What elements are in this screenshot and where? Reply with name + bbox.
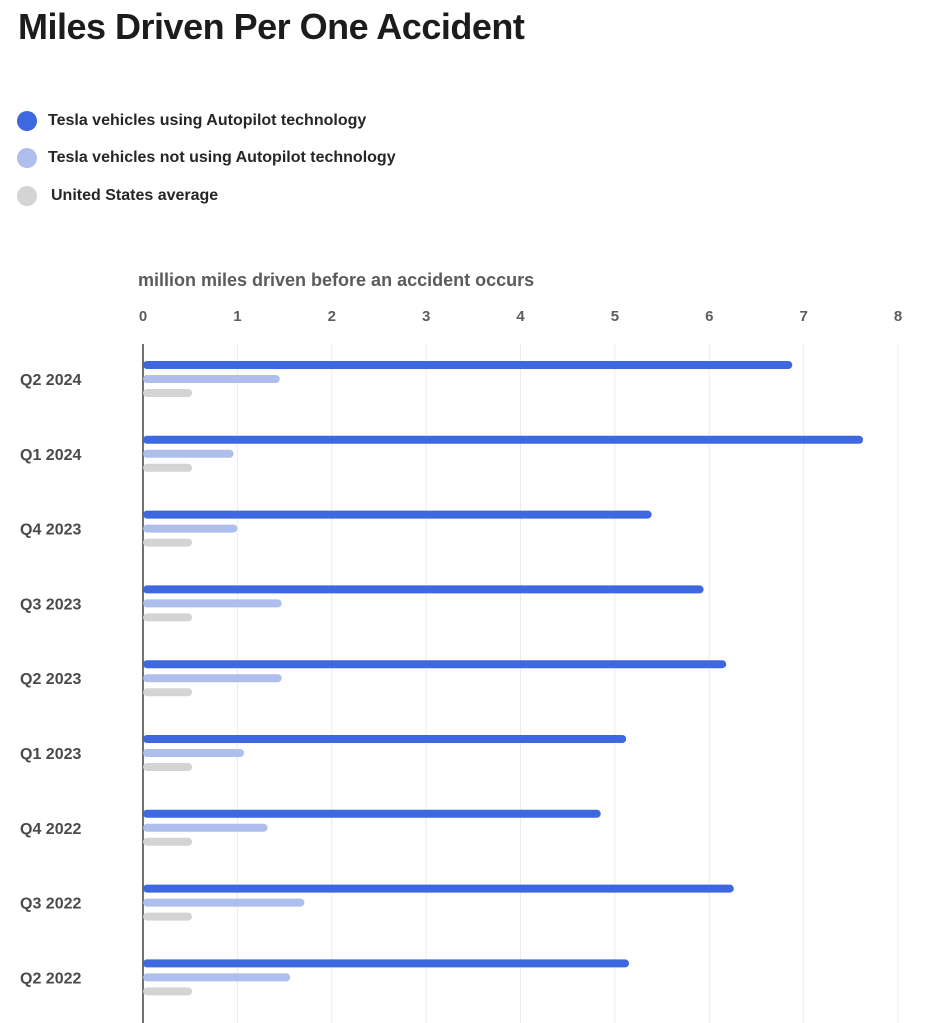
x-tick-label: 7 bbox=[799, 308, 808, 325]
bar-us-average bbox=[143, 688, 192, 696]
bar-no-autopilot bbox=[143, 525, 237, 533]
x-tick-label: 6 bbox=[705, 308, 714, 325]
bar-autopilot bbox=[143, 511, 652, 519]
x-tick-label: 3 bbox=[421, 308, 431, 325]
x-tick-label: 0 bbox=[138, 308, 148, 325]
legend-label-us-average: United States average bbox=[51, 186, 219, 204]
bar-autopilot bbox=[143, 585, 704, 593]
bar-autopilot bbox=[143, 810, 601, 818]
bar-autopilot bbox=[143, 959, 629, 967]
legend-label-autopilot: Tesla vehicles using Autopilot technology bbox=[48, 111, 367, 129]
bar-no-autopilot bbox=[143, 824, 268, 832]
bar-no-autopilot bbox=[143, 375, 280, 383]
x-tick-label: 2 bbox=[327, 308, 336, 325]
y-category-label: Q1 2023 bbox=[20, 746, 82, 763]
bar-autopilot bbox=[143, 660, 726, 668]
bar-no-autopilot bbox=[143, 674, 282, 682]
bar-us-average bbox=[143, 539, 192, 547]
bar-autopilot bbox=[143, 735, 626, 743]
bar-us-average bbox=[143, 389, 192, 397]
bar-no-autopilot bbox=[143, 599, 282, 607]
bar-autopilot bbox=[143, 885, 734, 893]
x-tick-label: 8 bbox=[893, 308, 903, 325]
y-category-label: Q4 2023 bbox=[20, 521, 82, 539]
y-category-label: Q2 2024 bbox=[20, 372, 82, 389]
bar-us-average bbox=[143, 838, 192, 846]
bar-no-autopilot bbox=[143, 749, 244, 757]
bar-autopilot bbox=[143, 436, 863, 444]
bar-no-autopilot bbox=[143, 450, 234, 458]
bar-us-average bbox=[143, 613, 192, 621]
bar-us-average bbox=[143, 763, 192, 771]
bar-no-autopilot bbox=[143, 973, 290, 981]
chart-title: Miles Driven Per One Accident bbox=[18, 6, 525, 47]
legend-label-no-autopilot: Tesla vehicles not using Autopilot technology bbox=[48, 149, 396, 167]
bar-no-autopilot bbox=[143, 899, 304, 907]
x-tick-label: 1 bbox=[233, 308, 242, 325]
y-category-label: Q2 2023 bbox=[20, 671, 82, 689]
x-axis-title: million miles driven before an accident occurs bbox=[138, 270, 535, 290]
bar-us-average bbox=[143, 987, 192, 995]
y-category-label: Q2 2022 bbox=[20, 970, 82, 988]
x-tick-label: 4 bbox=[516, 308, 525, 325]
bar-autopilot bbox=[143, 361, 792, 369]
bar-us-average bbox=[143, 464, 192, 472]
y-category-label: Q3 2023 bbox=[20, 596, 82, 614]
y-category-label: Q3 2022 bbox=[20, 895, 82, 913]
bar-us-average bbox=[143, 913, 192, 921]
y-category-label: Q1 2024 bbox=[20, 446, 82, 464]
x-tick-label: 5 bbox=[610, 308, 620, 325]
y-category-label: Q4 2022 bbox=[20, 820, 82, 838]
